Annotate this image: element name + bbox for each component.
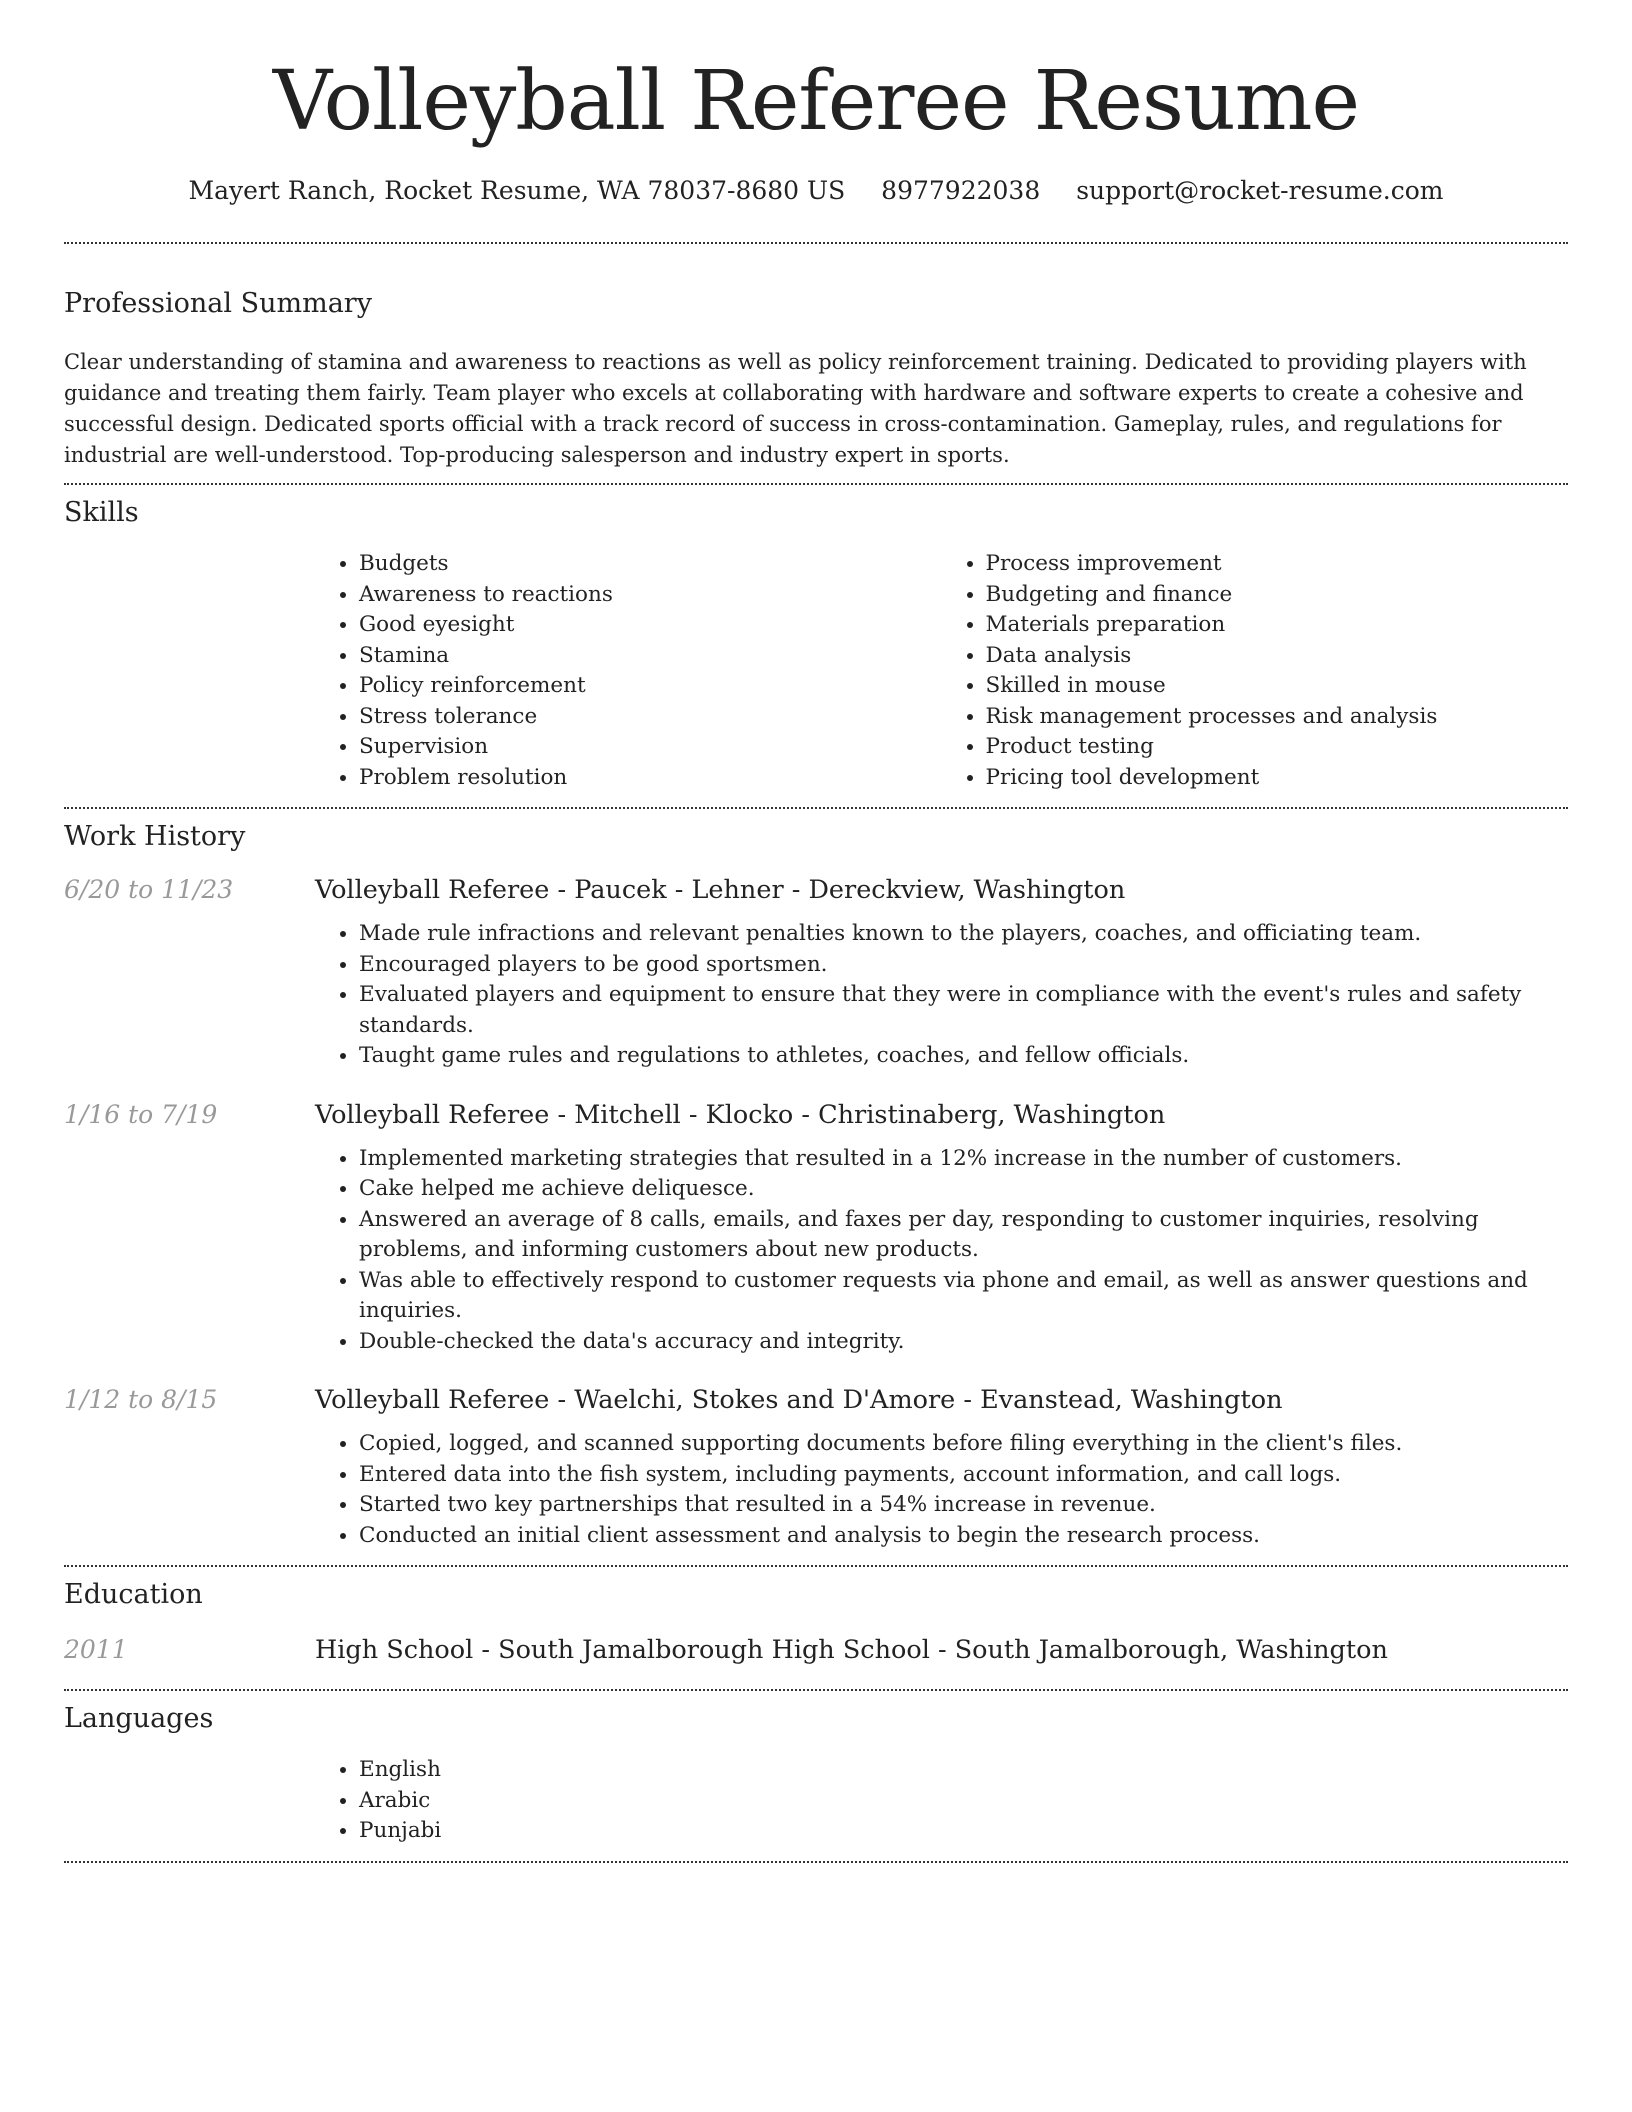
contact-line (64, 174, 1568, 208)
work-heading: Work History (64, 821, 246, 852)
contact-address: Mayert Ranch, Rocket Resume, WA 78037-8680 US (188, 176, 846, 205)
job-bullet: • Cake helped me achieve deliquesce. (359, 1174, 1568, 1205)
job-bullet: • Started two key partnerships that resulted in a 54% increase in revenue. (359, 1490, 1568, 1521)
work-section (64, 809, 1568, 1551)
skills-columns (315, 549, 1568, 793)
job-header (64, 1385, 1568, 1415)
skills-list-right (942, 549, 1569, 793)
languages-section (64, 1691, 1568, 1847)
skill-item: • Stress tolerance (359, 702, 942, 733)
job-title-line: Volleyball Referee - Mitchell - Klocko - Christinaberg, Washington (315, 1099, 1166, 1130)
skills-section (64, 485, 1568, 793)
skill-item: • Budgeting and finance (986, 580, 1569, 611)
skills-heading: Skills (64, 497, 139, 528)
skill-item: • Good eyesight (359, 610, 942, 641)
job-bullet: • Encouraged players to be good sportsmen. (359, 950, 1568, 981)
contact-email: support@rocket-resume.com (1076, 176, 1444, 205)
job-bullet: • Made rule infractions and relevant penalties known to the players, coaches, and officiating team. (359, 919, 1568, 950)
job-header (64, 1100, 1568, 1130)
language-item: • Punjabi (359, 1816, 1568, 1847)
job-bullet: • Implemented marketing strategies that resulted in a 12% increase in the number of customers. (359, 1144, 1568, 1175)
skill-item: • Product testing (986, 732, 1569, 763)
job-bullets (315, 919, 1568, 1072)
job-bullet: • Answered an average of 8 calls, emails, and faxes per day, responding to customer inquiries, resolving problems, and informing customers about new products. (359, 1205, 1568, 1266)
education-entry (64, 1635, 1568, 1665)
summary-section (64, 244, 1568, 471)
resume-title: Volleyball Referee Resume (272, 54, 1360, 149)
education-year: 2011 (64, 1635, 128, 1664)
skill-item: • Awareness to reactions (359, 580, 942, 611)
job-entry (64, 1100, 1568, 1358)
skill-item: • Materials preparation (986, 610, 1569, 641)
education-section (64, 1567, 1568, 1665)
skill-item: • Risk management processes and analysis (986, 702, 1569, 733)
job-bullets (315, 1144, 1568, 1358)
languages-heading: Languages (64, 1703, 214, 1734)
contact-phone: 8977922038 (881, 176, 1041, 205)
job-title-line: Volleyball Referee - Paucek - Lehner - Dereckview, Washington (315, 875, 1126, 905)
skill-item: • Skilled in mouse (986, 671, 1569, 702)
job-entry (64, 875, 1568, 1072)
skills-list-left (315, 549, 942, 793)
job-bullets (315, 1429, 1568, 1551)
job-title-line: Volleyball Referee - Waelchi, Stokes and D'Amore - Evanstead, Washington (315, 1385, 1283, 1415)
job-bullet: • Copied, logged, and scanned supporting documents before filing everything in the client's files. (359, 1429, 1568, 1460)
skill-item: • Stamina (359, 641, 942, 672)
skill-item: • Problem resolution (359, 763, 942, 794)
job-dates: 6/20 to 11/23 (64, 875, 234, 904)
languages-wrap (315, 1755, 1568, 1847)
job-dates: 1/12 to 8/15 (64, 1385, 218, 1414)
skill-item: • Process improvement (986, 549, 1569, 580)
languages-list (315, 1755, 1568, 1847)
job-bullet: • Taught game rules and regulations to athletes, coaches, and fellow officials. (359, 1041, 1568, 1072)
job-list (64, 875, 1568, 1551)
summary-heading: Professional Summary (64, 288, 372, 319)
job-bullet: • Entered data into the fish system, including payments, account information, and call logs. (359, 1460, 1568, 1491)
education-heading-line: High School - South Jamalborough High School - South Jamalborough, Washington (315, 1635, 1388, 1665)
skill-item: • Supervision (359, 732, 942, 763)
summary-text: Clear understanding of stamina and awareness to reactions as well as policy reinforcement training. Dedicated to providing players with guidance and treating them fairly. Team player who excels at collaborating with hardware and software experts to create a cohesive and successful design. Dedicated sports official with a track record of success in cross-contamination. Gameplay, rules, and regulations for industrial are well-understood. Top-producing salesperson and industry expert in sports. (64, 350, 1527, 467)
job-bullet: • Evaluated players and equipment to ensure that they were in compliance with the event's rules and safety standards. (359, 980, 1568, 1041)
skill-item: • Policy reinforcement (359, 671, 942, 702)
job-bullet: • Double-checked the data's accuracy and integrity. (359, 1327, 1568, 1358)
education-heading: Education (64, 1579, 203, 1610)
skill-item: • Pricing tool development (986, 763, 1569, 794)
job-bullet: • Conducted an initial client assessment and analysis to begin the research process. (359, 1521, 1568, 1552)
skill-item: • Data analysis (986, 641, 1569, 672)
skill-item: • Budgets (359, 549, 942, 580)
language-item: • Arabic (359, 1786, 1568, 1817)
job-bullet: • Was able to effectively respond to customer requests via phone and email, as well as answer questions and inquiries. (359, 1266, 1568, 1327)
language-item: • English (359, 1755, 1568, 1786)
job-entry (64, 1385, 1568, 1551)
job-header (64, 875, 1568, 905)
section-divider (64, 1861, 1568, 1863)
job-dates: 1/16 to 7/19 (64, 1099, 218, 1129)
